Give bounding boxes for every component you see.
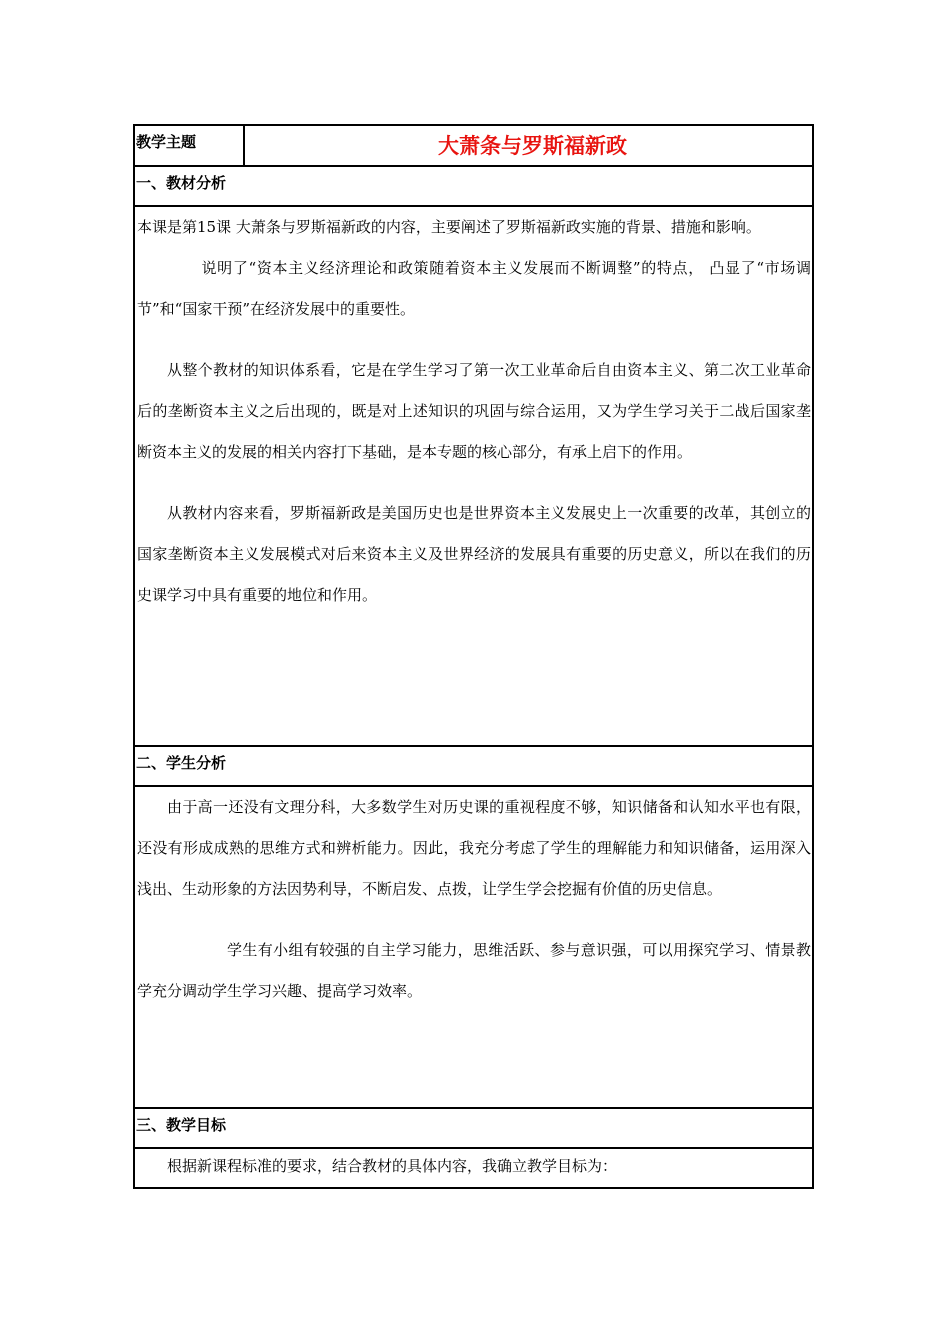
materials-body bbox=[135, 207, 812, 747]
materials-paragraph-4: 从教材内容来看，罗斯福新政是美国历史也是世界资本主义发展史上一次重要的改革，其创立的国家垄断资本主义发展模式对后来资本主义及世界经济的发展具有重要的历史意义，所以在我们的历史课学习中具有重要的地位和作用。 bbox=[137, 504, 811, 604]
students-paragraph-2: 学生有小组有较强的自主学习能力，思维活跃、参与意识强，可以用探究学习、情景教学充分调动学生学习兴趣、提高学习效率。 bbox=[137, 941, 811, 1000]
materials-paragraph-2: 说明了“资本主义经济理论和政策随着资本主义发展而不断调整”的特点， 凸显了“市场调节”和“国家干预”在经济发展中的重要性。 bbox=[137, 259, 811, 318]
topic-row bbox=[135, 126, 812, 167]
materials-heading: 一、教材分析 bbox=[135, 167, 812, 207]
students-heading: 二、学生分析 bbox=[135, 747, 812, 787]
materials-paragraph-1: 本课是第15课 大萧条与罗斯福新政的内容，主要阐述了罗斯福新政实施的背景、措施和影响。 bbox=[137, 218, 761, 236]
topic-label: 教学主题 bbox=[135, 126, 245, 165]
goals-body bbox=[135, 1149, 812, 1187]
lesson-plan-table bbox=[133, 124, 814, 1189]
topic-title: 大萧条与罗斯福新政 bbox=[438, 134, 627, 158]
goals-heading: 三、教学目标 bbox=[135, 1109, 812, 1149]
materials-paragraph-3: 从整个教材的知识体系看，它是在学生学习了第一次工业革命后自由资本主义、第二次工业革命后的垄断资本主义之后出现的，既是对上述知识的巩固与综合运用，又为学生学习关于二战后国家垄断资本主义的发展的相关内容打下基础，是本专题的核心部分，有承上启下的作用。 bbox=[137, 361, 811, 461]
students-paragraph-1: 由于高一还没有文理分科，大多数学生对历史课的重视程度不够，知识储备和认知水平也有限，还没有形成成熟的思维方式和辨析能力。因此，我充分考虑了学生的理解能力和知识储备，运用深入浅出、生动形象的方法因势利导，不断启发、点拨，让学生学会挖掘有价值的历史信息。 bbox=[137, 798, 811, 898]
goals-paragraph-1: 根据新课程标准的要求，结合教材的具体内容，我确立教学目标为： bbox=[167, 1157, 618, 1175]
students-body bbox=[135, 787, 812, 1109]
